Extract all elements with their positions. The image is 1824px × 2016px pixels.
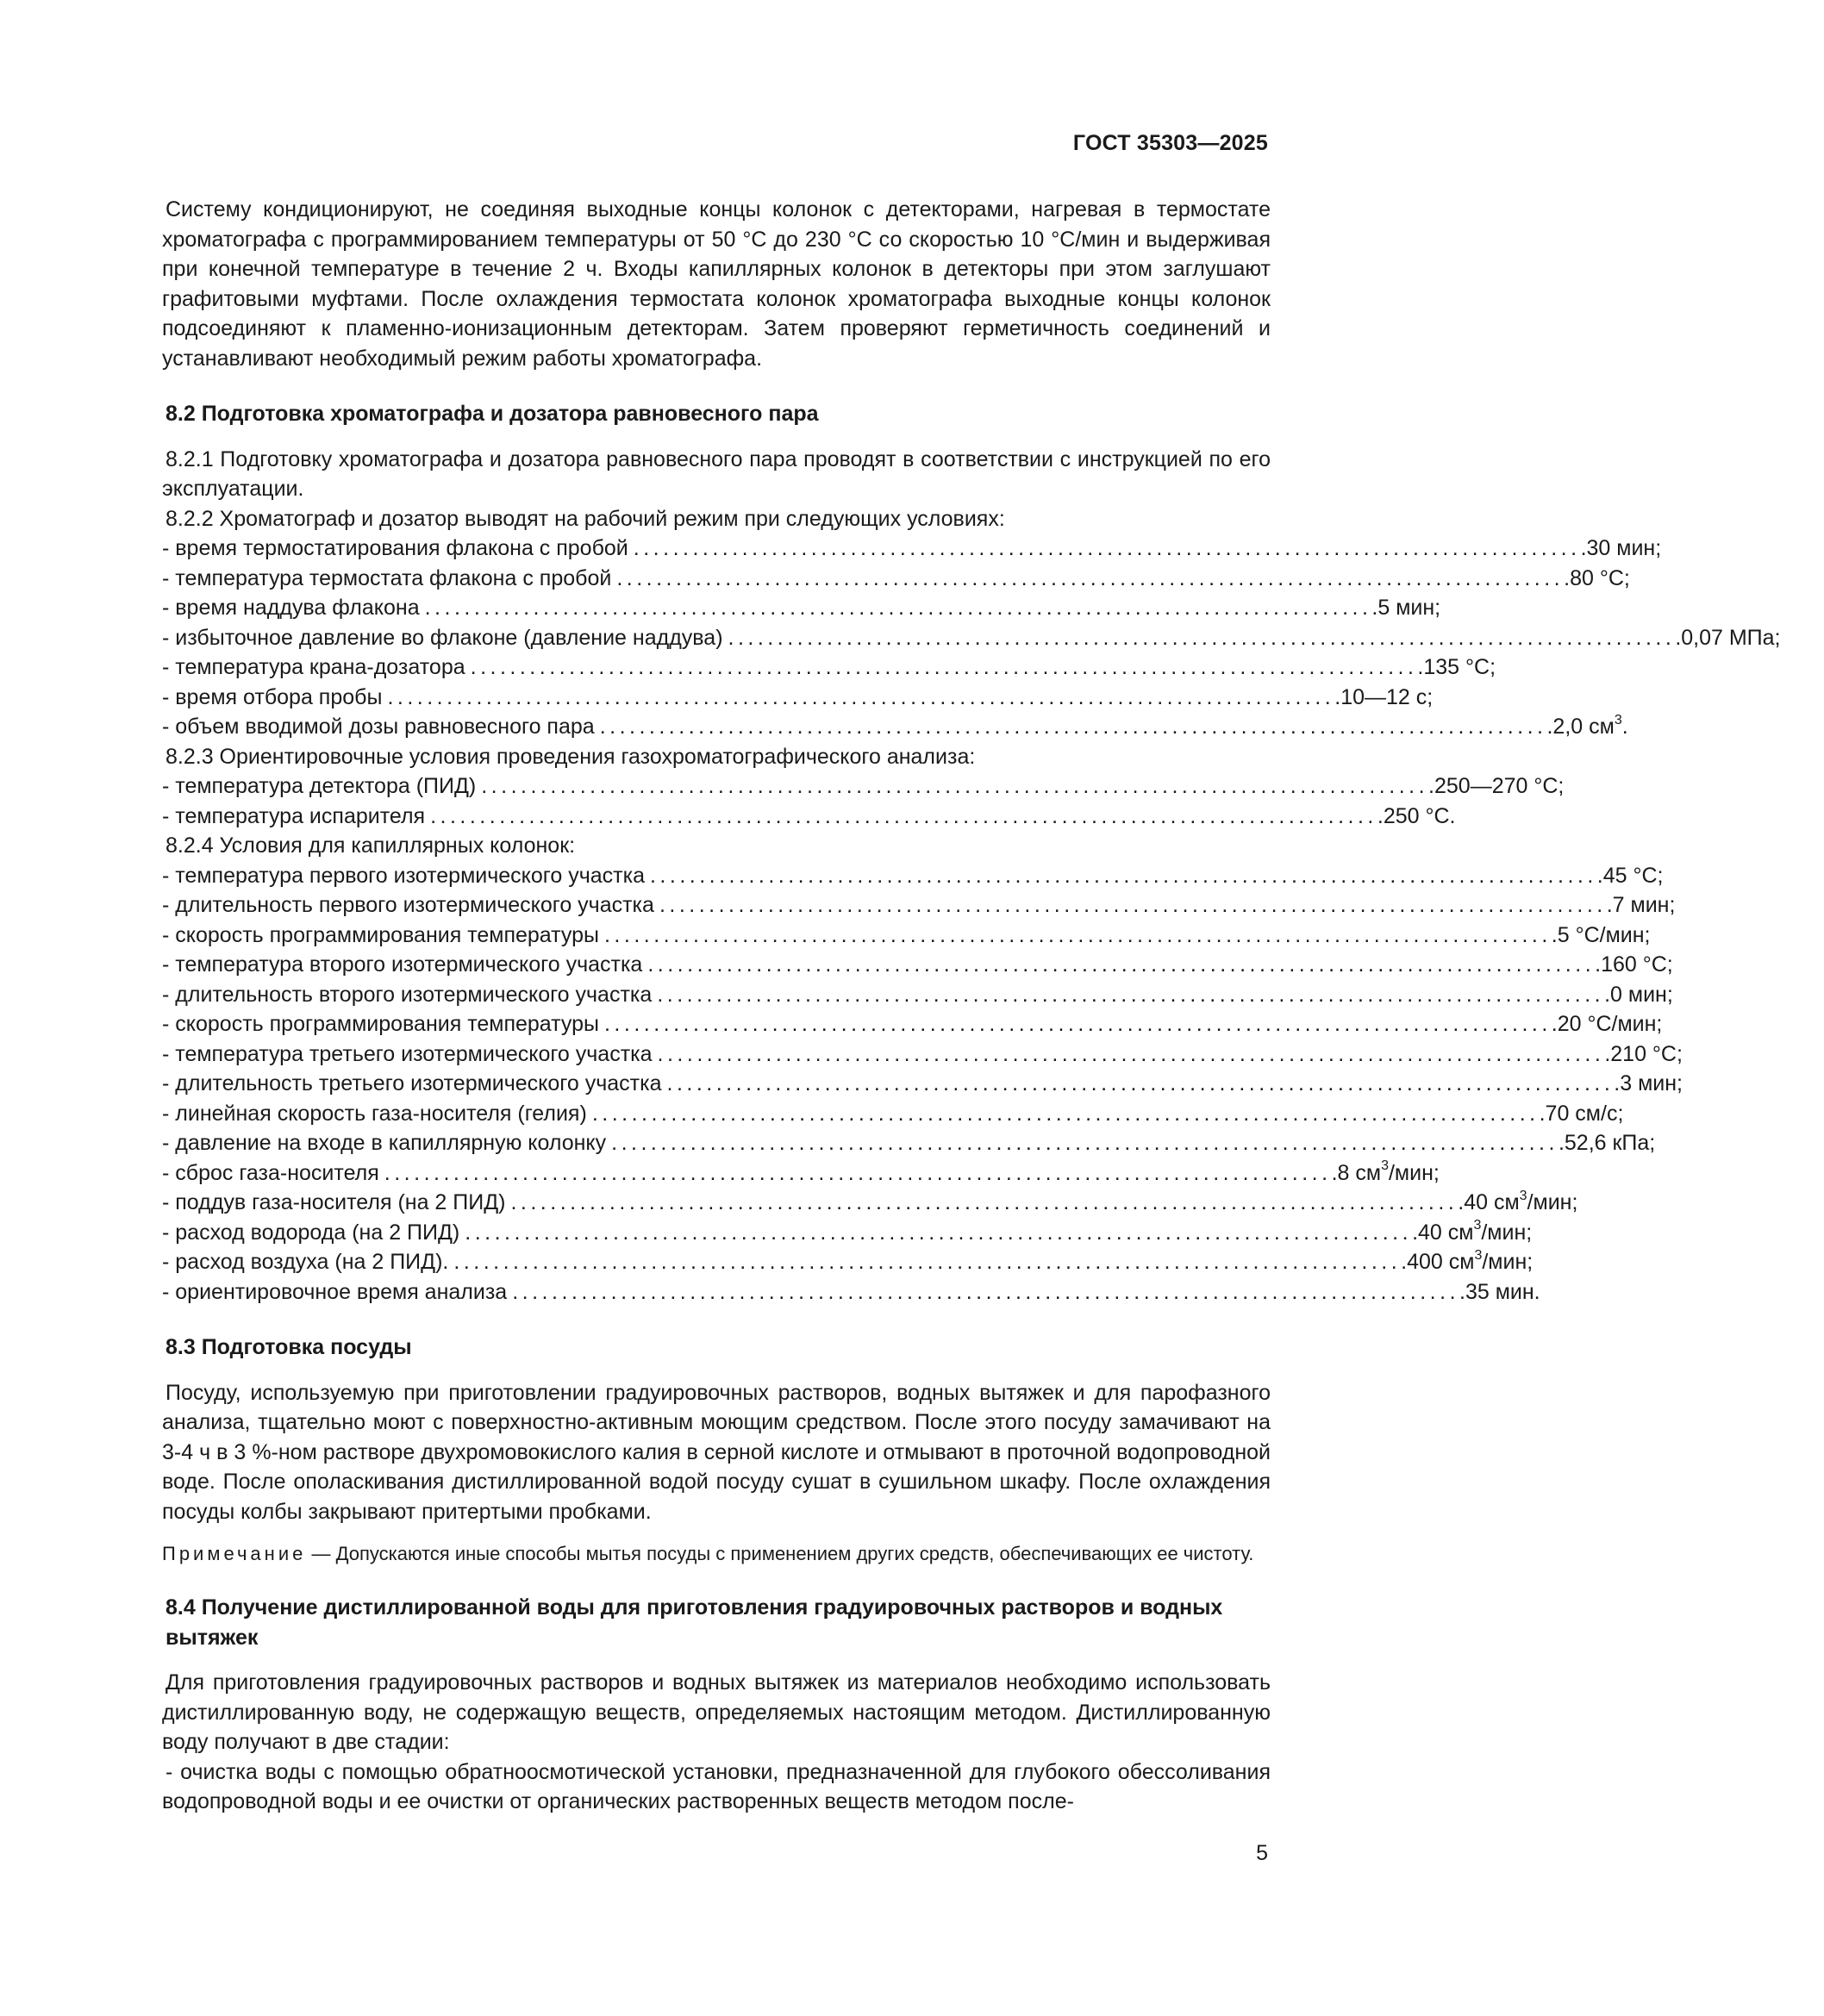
section-8-2-heading: 8.2 Подготовка хроматографа и дозатора равновесного пара (166, 402, 819, 426)
condition-row: - температура термостата флакона с пробой ................................................................................................ .80 °С; (162, 565, 1630, 590)
condition-row: - длительность третьего изотермического участка ................................................................................................ .3 мин; (162, 1071, 1683, 1095)
condition-row: - длительность второго изотермического участка ................................................................................................ .0 мин; (162, 982, 1673, 1007)
section-8-3-paragraph: Посуду, используемую при приготовлении градуировочных растворов, водных вытяжек и для парофазного анализа, тщательно моют с поверхностно-активным моющим средством. После этого посуду замачивают на 3-4 ч в 3 %-ном растворе двухромовокислого калия в серной кислоте и отмывают в проточной водопроводной воде. После ополаскивания дистиллированной водой посуду сушат в сушильном шкафу. После охлаждения посуды колбы закрывают притертыми пробками. (162, 1380, 1271, 1524)
condition-row: - давление на входе в капиллярную колонку ................................................................................................ .52,6 кПа; (162, 1131, 1656, 1155)
condition-row: - объем вводимой дозы равновесного пара ................................................................................................ .2,0 $см^3$. (162, 712, 1628, 739)
section-8-4-paragraph: Для приготовления градуировочных растворов и водных вытяжек из материалов необходимо использовать дистиллированную воду, не содержащую веществ, определяемых настоящим методом. Дистиллированную воду получают в две стадии: (162, 1670, 1271, 1754)
condition-row: - температура детектора (ПИД) ................................................................................................ .250—270 °С; (162, 774, 1565, 798)
document-code-header: ГОСТ 35303—2025 (1072, 131, 1268, 155)
note-text: — Допускаются иные способы мытья посуды с применением других средств, обеспечивающих ее чистоту. (306, 1543, 1254, 1564)
condition-row: - длительность первого изотермического участка ................................................................................................ .7 мин; (162, 893, 1676, 917)
conditions-list-8-2-4 (162, 861, 1683, 1308)
section-8-3-heading: 8.3 Подготовка посуды (166, 1335, 412, 1359)
condition-row: - температура первого изотермического участка ................................................................................................ .45 °С; (162, 863, 1664, 888)
section-8-4-heading: 8.4 Получение дистиллированной воды для приготовления градуировочных растворов и водных вытяжек (166, 1595, 1223, 1650)
condition-row: - температура испарителя ................................................................................................ .250 °С. (162, 803, 1456, 828)
condition-row: - скорость программирования температуры ................................................................................................ .20 °С/мин; (162, 1012, 1663, 1036)
condition-row: - расход воздуха (на 2 ПИД). ................................................................................................ .400 $см^3$/мин; (162, 1247, 1534, 1274)
condition-row: - скорость программирования температуры ................................................................................................ .5 °С/мин; (162, 922, 1651, 947)
conditions-list-8-2-2 (162, 534, 1781, 742)
page-number: 5 (1256, 1841, 1268, 1865)
condition-row: - избыточное давление во флаконе (давление наддува) ................................................................................................ .0,07 МПа; (162, 625, 1781, 650)
note-paragraph (162, 1540, 1271, 1567)
condition-row: - температура второго изотермического участка ................................................................................................ .160 °С; (162, 952, 1673, 977)
note-label: Примечание (162, 1543, 307, 1564)
condition-row: - время отбора пробы ................................................................................................ .10—12 с; (162, 684, 1434, 709)
document-body (162, 195, 1781, 1817)
clause-8-2-3: 8.2.3 Ориентировочные условия проведения газохроматографического анализа: (166, 744, 976, 769)
clause-8-2-2: 8.2.2 Хроматограф и дозатор выводят на рабочий режим при следующих условиях: (166, 506, 1005, 531)
clause-8-2-4: 8.2.4 Условия для капиллярных колонок: (166, 833, 576, 858)
condition-row: - расход водорода (на 2 ПИД) ................................................................................................ .40 $см^3$/мин; (162, 1218, 1533, 1245)
condition-row: - температура третьего изотермического участка ................................................................................................ .210 °С; (162, 1041, 1683, 1066)
condition-row: - сброс газа-носителя ................................................................................................ .8 $см^3$/мин; (162, 1158, 1440, 1185)
section-8-4-list-item: - очистка воды с помощью обратноосмотической установки, предназначенной для глубокого обессоливания водопроводной воды и ее очистки от органических растворенных веществ методом после- (162, 1759, 1271, 1813)
condition-row: - поддув газа-носителя (на 2 ПИД) ................................................................................................ .40 $см^3$/мин; (162, 1188, 1578, 1214)
intro-paragraph: Систему кондиционируют, не соединяя выходные концы колонок с детекторами, нагревая в термостате хроматографа с программированием температуры от 50 °С до 230 °С со скоростью 10 °С/мин и выдерживая при конечной температуре в течение 2 ч. Входы капиллярных колонок в детекторы при этом заглушают графитовыми муфтами. После охлаждения термостата колонок хроматографа выходные концы колонок подсоединяют к пламенно-ионизационным детекторам. Затем проверяют герметичность соединений и устанавливают необходимый режим работы хроматографа. (162, 197, 1271, 371)
conditions-list-8-2-3 (162, 771, 1565, 831)
condition-row: - время термостатирования флакона с пробой ................................................................................................ .30 мин; (162, 536, 1662, 560)
condition-row: - время наддува флакона ................................................................................................ .5 мин; (162, 596, 1441, 620)
condition-row: - температура крана-дозатора ................................................................................................ .135 °С; (162, 655, 1496, 679)
condition-row: - ориентировочное время анализа ................................................................................................ .35 мин. (162, 1279, 1540, 1304)
condition-row: - линейная скорость газа-носителя (гелия) ................................................................................................ .70 см/с; (162, 1101, 1624, 1126)
clause-8-2-1: 8.2.1 Подготовку хроматографа и дозатора равновесного пара проводят в соответствии с инструкцией по его эксплуатации. (162, 446, 1271, 501)
